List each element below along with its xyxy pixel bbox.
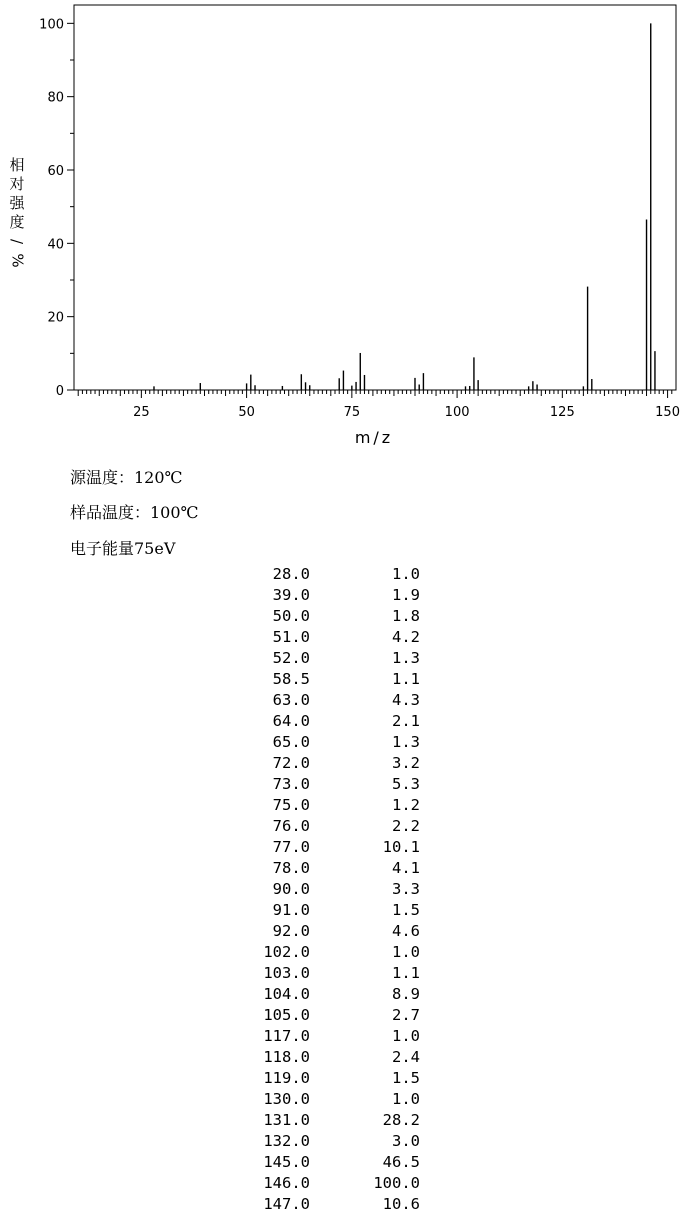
intensity-value: 10.6 bbox=[382, 1195, 420, 1213]
y-axis-label-char: / bbox=[8, 238, 27, 245]
intensity-value: 1.0 bbox=[392, 1090, 420, 1108]
mz-value: 105.0 bbox=[263, 1006, 310, 1024]
y-axis-label-char: 对 bbox=[9, 175, 25, 193]
mz-value: 65.0 bbox=[272, 733, 310, 751]
table-row bbox=[0, 1111, 680, 1132]
mz-value: 131.0 bbox=[263, 1111, 310, 1129]
mz-value: 117.0 bbox=[263, 1027, 310, 1045]
table-row bbox=[0, 817, 680, 838]
mz-value: 77.0 bbox=[272, 838, 310, 856]
y-axis-label-char: 相 bbox=[9, 156, 25, 174]
intensity-value: 5.3 bbox=[392, 775, 420, 793]
intensity-value: 1.8 bbox=[392, 607, 420, 625]
mz-value: 132.0 bbox=[263, 1132, 310, 1150]
intensity-value: 1.5 bbox=[392, 901, 420, 919]
table-row bbox=[0, 922, 680, 943]
intensity-value: 1.1 bbox=[392, 964, 420, 982]
intensity-value: 28.2 bbox=[382, 1111, 420, 1129]
plot-border bbox=[74, 5, 676, 390]
intensity-value: 4.3 bbox=[392, 691, 420, 709]
y-tick-label: 80 bbox=[47, 90, 64, 106]
intensity-value: 46.5 bbox=[382, 1153, 420, 1171]
x-tick-label: 150 bbox=[655, 405, 680, 420]
table-row bbox=[0, 712, 680, 733]
table-row bbox=[0, 964, 680, 985]
mz-value: 90.0 bbox=[272, 880, 310, 898]
y-tick-label: 20 bbox=[47, 310, 64, 326]
table-row bbox=[0, 859, 680, 880]
table-row bbox=[0, 880, 680, 901]
intensity-value: 4.2 bbox=[392, 628, 420, 646]
table-row bbox=[0, 754, 680, 775]
table-row bbox=[0, 628, 680, 649]
table-row bbox=[0, 733, 680, 754]
intensity-value: 1.0 bbox=[392, 943, 420, 961]
sample-temperature: 样品温度：100℃ bbox=[70, 503, 199, 522]
intensity-value: 4.6 bbox=[392, 922, 420, 940]
table-row bbox=[0, 838, 680, 859]
source-temperature: 源温度：120℃ bbox=[70, 468, 183, 487]
x-axis-label: m/z bbox=[354, 428, 394, 447]
y-axis-label-char: 度 bbox=[9, 213, 25, 231]
table-row bbox=[0, 796, 680, 817]
intensity-value: 2.4 bbox=[392, 1048, 420, 1066]
mz-value: 72.0 bbox=[272, 754, 310, 772]
x-axis bbox=[78, 390, 680, 420]
x-tick-label: 100 bbox=[444, 405, 470, 420]
intensity-value: 2.1 bbox=[392, 712, 420, 730]
electron-energy: 电子能量75eV bbox=[70, 539, 176, 558]
peak-table bbox=[0, 565, 680, 1216]
table-row bbox=[0, 1132, 680, 1153]
spectrum-peaks bbox=[154, 23, 655, 390]
intensity-value: 1.2 bbox=[392, 796, 420, 814]
mz-value: 28.0 bbox=[272, 565, 310, 583]
intensity-value: 1.3 bbox=[392, 649, 420, 667]
y-axis-label-char: 强 bbox=[9, 194, 25, 212]
intensity-value: 3.0 bbox=[392, 1132, 420, 1150]
table-row bbox=[0, 985, 680, 1006]
intensity-value: 2.7 bbox=[392, 1006, 420, 1024]
mz-value: 52.0 bbox=[272, 649, 310, 667]
table-row bbox=[0, 901, 680, 922]
y-tick-label: 40 bbox=[47, 237, 64, 253]
mass-spectrum-chart bbox=[0, 0, 680, 450]
table-row bbox=[0, 607, 680, 628]
intensity-value: 1.0 bbox=[392, 1027, 420, 1045]
mz-value: 92.0 bbox=[272, 922, 310, 940]
intensity-value: 3.3 bbox=[392, 880, 420, 898]
x-tick-label: 125 bbox=[549, 405, 575, 420]
mz-value: 51.0 bbox=[272, 628, 310, 646]
plot-frame bbox=[74, 5, 676, 390]
intensity-value: 3.2 bbox=[392, 754, 420, 772]
x-tick-label: 75 bbox=[343, 405, 361, 420]
mz-value: 118.0 bbox=[263, 1048, 310, 1066]
mz-value: 50.0 bbox=[272, 607, 310, 625]
mz-value: 119.0 bbox=[263, 1069, 310, 1087]
intensity-value: 2.2 bbox=[392, 817, 420, 835]
mz-value: 73.0 bbox=[272, 775, 310, 793]
table-row bbox=[0, 1027, 680, 1048]
mz-value: 78.0 bbox=[272, 859, 310, 877]
mz-value: 63.0 bbox=[272, 691, 310, 709]
table-row bbox=[0, 1195, 680, 1216]
table-row bbox=[0, 1090, 680, 1111]
mz-value: 145.0 bbox=[263, 1153, 310, 1171]
table-row bbox=[0, 1006, 680, 1027]
table-row bbox=[0, 691, 680, 712]
table-row bbox=[0, 586, 680, 607]
table-row bbox=[0, 649, 680, 670]
intensity-value: 1.0 bbox=[392, 565, 420, 583]
x-tick-label: 50 bbox=[238, 405, 255, 420]
intensity-value: 10.1 bbox=[382, 838, 420, 856]
mz-value: 146.0 bbox=[263, 1174, 310, 1192]
y-tick-label: 60 bbox=[47, 164, 64, 179]
table-row bbox=[0, 1174, 680, 1195]
table-row bbox=[0, 670, 680, 691]
y-tick-label: 100 bbox=[39, 17, 64, 33]
mz-value: 39.0 bbox=[272, 586, 310, 604]
y-tick-label: 0 bbox=[55, 384, 64, 399]
mz-value: 102.0 bbox=[263, 943, 310, 961]
mz-value: 130.0 bbox=[263, 1090, 310, 1108]
mz-value: 64.0 bbox=[272, 712, 310, 730]
intensity-value: 1.9 bbox=[392, 586, 420, 604]
mz-value: 147.0 bbox=[263, 1195, 310, 1213]
intensity-value: 1.5 bbox=[392, 1069, 420, 1087]
table-row bbox=[0, 943, 680, 964]
table-row bbox=[0, 775, 680, 796]
mz-value: 76.0 bbox=[272, 817, 310, 835]
mz-value: 103.0 bbox=[263, 964, 310, 982]
mz-value: 91.0 bbox=[272, 901, 310, 919]
x-tick-label: 25 bbox=[133, 405, 150, 420]
mz-value: 104.0 bbox=[263, 985, 310, 1003]
table-row bbox=[0, 1069, 680, 1090]
intensity-value: 8.9 bbox=[392, 985, 420, 1003]
table-row bbox=[0, 1048, 680, 1069]
y-axis-label-char: % bbox=[8, 253, 27, 268]
y-axis-label bbox=[8, 156, 26, 270]
mz-value: 58.5 bbox=[272, 670, 310, 688]
intensity-value: 100.0 bbox=[373, 1174, 420, 1192]
intensity-value: 4.1 bbox=[392, 859, 420, 877]
intensity-value: 1.3 bbox=[392, 733, 420, 751]
mz-value: 75.0 bbox=[272, 796, 310, 814]
table-row bbox=[0, 565, 680, 586]
table-row bbox=[0, 1153, 680, 1174]
y-axis bbox=[39, 17, 74, 399]
intensity-value: 1.1 bbox=[392, 670, 420, 688]
